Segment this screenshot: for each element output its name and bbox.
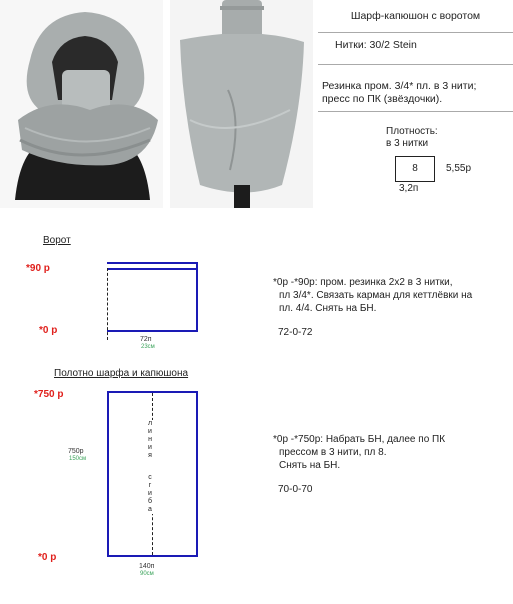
collar-bottom-edge — [107, 330, 198, 332]
scarf-code: 70-0-70 — [278, 484, 313, 495]
rib-line-2: пресс по ПК (звёздочки). — [322, 93, 443, 105]
divider-2 — [318, 64, 513, 65]
scarf-left-edge — [107, 391, 109, 557]
scarf-note-line-2: прессом в 3 нити, пл 8. — [279, 447, 387, 458]
rib-info — [322, 80, 513, 106]
fold-word-1: линия — [147, 420, 153, 459]
collar-width-sub: 23см — [141, 344, 155, 350]
scarf-heading: Полотно шарфа и капюшона — [54, 368, 189, 379]
scarf-top-label: *750 р — [34, 389, 64, 400]
photo-scarf-on-mannequin — [0, 0, 163, 208]
rib-line-1: Резинка пром. 3/4* пл. в 3 нити; — [322, 80, 477, 92]
collar-pocket-edge — [107, 268, 198, 270]
scarf-note-line-3: Снять на БН. — [279, 460, 341, 471]
fold-word-2: сгиба — [147, 474, 152, 513]
scarf-note — [273, 433, 445, 472]
scarf-note-line-1: *0р -*750р: Набрать БН, далее по ПК — [273, 434, 446, 445]
scarf-right-edge — [196, 391, 198, 557]
density-line-1: Плотность: — [386, 126, 438, 137]
scarf-bottom-label: *0 р — [38, 552, 57, 563]
collar-code: 72-0-72 — [278, 327, 313, 338]
yarn-info: Нитки: 30/2 Stein — [335, 39, 417, 51]
density-box: 8 — [395, 156, 435, 182]
divider-3 — [318, 111, 513, 112]
scarf-width-sub: 90см — [140, 571, 154, 577]
pattern-title: Шарф-капюшон с воротом — [350, 10, 481, 22]
density-rows: 5,55р — [446, 163, 472, 174]
density-line-2: в 3 нитки — [386, 138, 429, 149]
collar-note — [273, 276, 472, 315]
collar-fold-line — [107, 268, 108, 340]
collar-heading: Ворот — [43, 235, 71, 246]
collar-note-line-2: пл 3/4*. Связать карман для кеттлёвки на — [279, 290, 473, 301]
collar-right-edge — [196, 262, 198, 332]
collar-note-line-1: *0р -*90р: пром. резинка 2х2 в 3 нитки, — [273, 277, 453, 288]
collar-top-label: *90 р — [26, 263, 50, 274]
scarf-width-label: 140п — [139, 563, 155, 570]
density-stitches: 3,2п — [399, 183, 419, 194]
scarf-bottom-edge — [107, 555, 198, 557]
photo-scarf-flat — [170, 0, 313, 208]
density-label — [386, 126, 438, 150]
scarf-height-sub: 150см — [69, 456, 87, 462]
collar-width-label: 72п — [140, 336, 152, 343]
collar-note-line-3: пл. 4/4. Снять на БН. — [279, 303, 377, 314]
collar-bottom-label: *0 р — [39, 325, 58, 336]
scarf-height-label: 750р — [68, 448, 84, 455]
divider-1 — [318, 32, 513, 33]
collar-top-edge — [107, 262, 198, 264]
fold-line-label — [145, 420, 155, 514]
